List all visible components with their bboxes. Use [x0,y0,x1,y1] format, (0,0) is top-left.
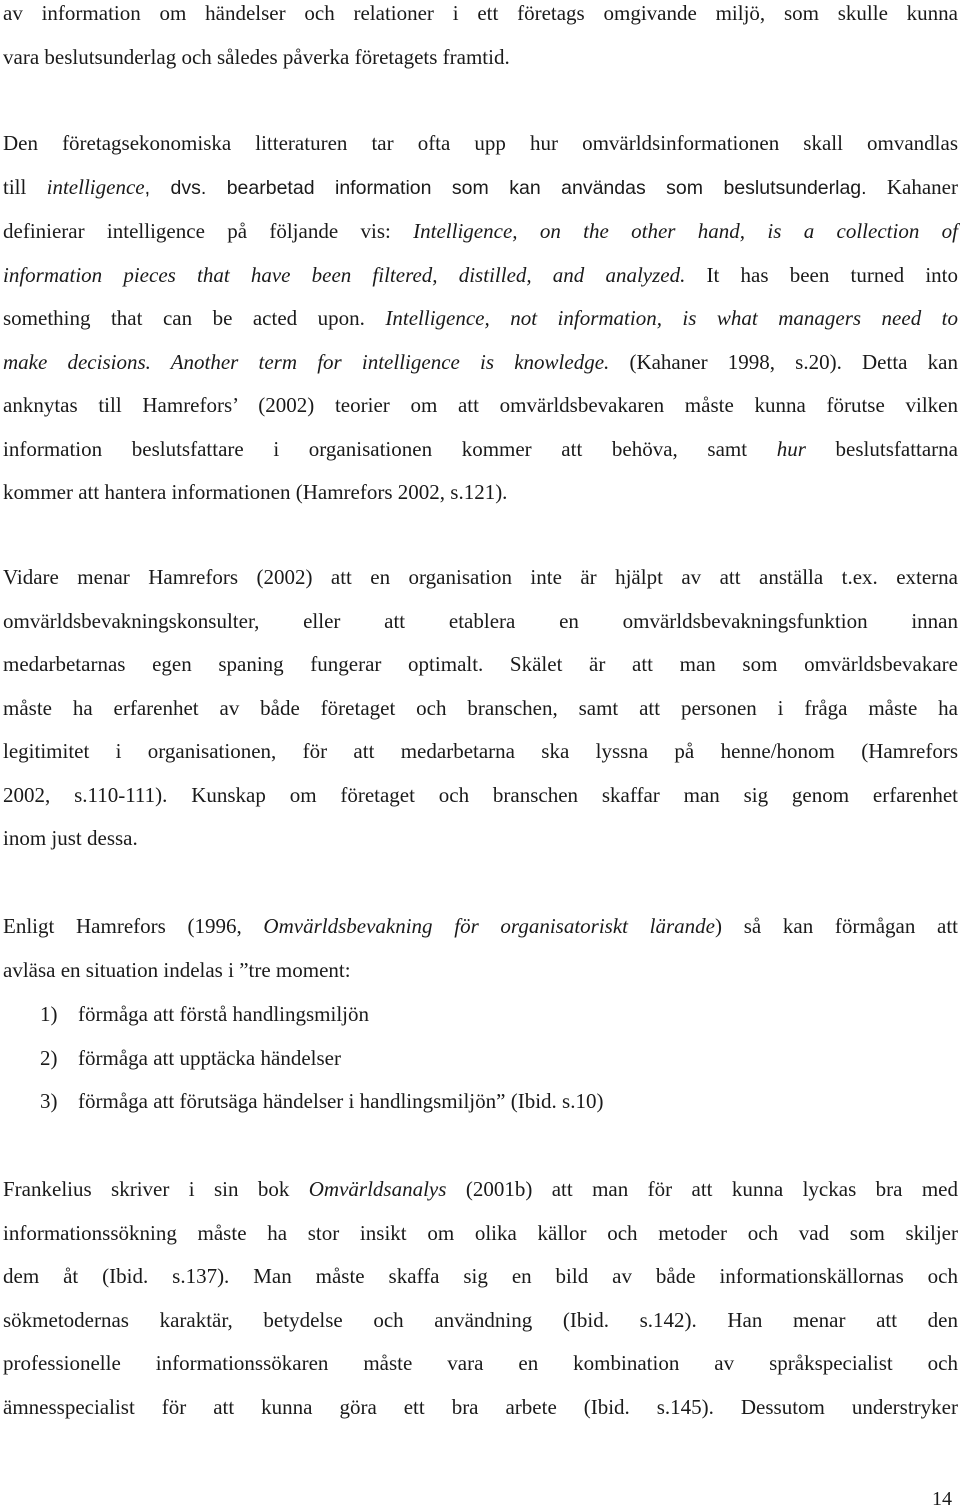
text-line [3,210,958,254]
numbered-list [40,993,603,1124]
text-run: (2001b) att man för att kunna lyckas bra med [446,1177,958,1201]
text-line: inom just dessa. [3,826,138,850]
text-run: beslutsfattarna [805,436,959,461]
text-line: Vidare menar Hamrefors (2002) att en organisation inte är hjälpt av att anställa t.ex. externa [3,565,958,589]
text-line [3,905,958,949]
text-line: omvärldsbevakningskonsulter, eller att etablera en omvärldsbevakningsfunktion innan [3,608,958,633]
book-title: Omvärldsbevakning för organisatoriskt lärande [263,914,716,938]
paragraph-hamrefors-2002 [3,556,958,861]
text-run: definierar intelligence på följande vis: [3,219,414,243]
paragraph-hamrefors-1996 [3,905,958,992]
text-line [3,166,958,211]
text-run: something that can be acted upon. [3,306,386,330]
list-item [40,1037,603,1081]
text-line: professionelle informationssökaren måste vara en kombination av språkspecialist och [3,1351,958,1375]
page-number: 14 [932,1488,952,1510]
list-number: 3) [40,1089,58,1113]
text-line: måste ha erfarenhet av både företaget och branschen, samt att personen i fråga måste ha [3,695,958,720]
text-run: Enligt Hamrefors (1996, [3,914,264,938]
emphasis-word: hur [776,436,806,461]
text-run: , dvs. bearbetad information som kan användas som beslutsunderlag. [144,176,867,199]
text-run: ) så kan förmågan att [715,914,959,938]
text-run: (Kahaner 1998, s.20). Detta kan [609,349,958,374]
text-line: anknytas till Hamrefors’ (2002) teorier om att omvärldsbevakaren måste kunna förutse vilken [3,393,958,417]
list-number: 2) [40,1045,58,1070]
text-line: dem åt (Ibid. s.137). Man måste skaffa sig en bild av både informationskällornas och [3,1264,958,1288]
text-line: vara beslutsunderlag och således påverka företagets framtid. [3,44,510,69]
text-run: Kahaner [866,174,958,199]
text-line: avläsa en situation indelas i ”tre moment: [3,957,351,982]
text-run: It has been turned into [685,262,958,287]
book-title: Omvärldsanalys [308,1177,447,1201]
emphasis-term: intelligence [46,174,145,199]
paragraph-frankelius [3,1168,958,1429]
text-line: sökmetodernas karaktär, betydelse och användning (Ibid. s.142). Han menar att den [3,1307,958,1332]
quote-text: information pieces that have been filtered, distilled, and analyzed. [3,262,686,287]
paragraph-kahaner [3,122,958,515]
list-item-text: förmåga att upptäcka händelser [78,1045,341,1070]
text-run: information beslutsfattare i organisationen kommer att behöva, samt [3,436,777,461]
list-number: 1) [40,1002,58,1026]
text-line: informationssökning måste ha stor insikt om olika källor och metoder och vad som skiljer [3,1220,958,1245]
text-line: legitimitet i organisationen, för att medarbetarna ska lyssna på henne/honom (Hamrefors [3,739,958,763]
text-line [3,297,958,341]
text-line [3,1168,958,1212]
text-line [3,341,958,385]
quote-text: Intelligence, not information, is what managers need to [385,306,959,330]
text-line: Den företagsekonomiska litteraturen tar ofta upp hur omvärldsinformationen skall omvandlas [3,131,958,155]
text-run: till [3,174,47,199]
text-line: av information om händelser och relationer i ett företags omgivande miljö, som skulle kunna [3,1,958,25]
text-run: Frankelius skriver i sin bok [3,1177,309,1201]
list-item [40,1080,603,1124]
text-line: ämnesspecialist för att kunna göra ett bra arbete (Ibid. s.145). Dessutom understryker [3,1394,958,1419]
quote-text: make decisions. Another term for intelligence is knowledge. [3,349,610,374]
list-item [40,993,603,1037]
list-item-text: förmåga att förstå handlingsmiljön [78,1002,370,1026]
text-line: medarbetarnas egen spaning fungerar optimalt. Skälet är att man som omvärldsbevakare [3,652,958,676]
text-line: 2002, s.110-111). Kunskap om företaget och branschen skaffar man sig genom erfarenhet [3,782,958,807]
text-line [3,254,958,298]
list-item-text: förmåga att förutsäga händelser i handlingsmiljön” (Ibid. s.10) [78,1089,604,1113]
text-line [3,428,958,472]
quote-text: Intelligence, on the other hand, is a collection of [413,219,958,243]
text-line: kommer att hantera informationen (Hamrefors 2002, s.121). [3,480,508,504]
paragraph-intro-continuation [3,0,958,79]
